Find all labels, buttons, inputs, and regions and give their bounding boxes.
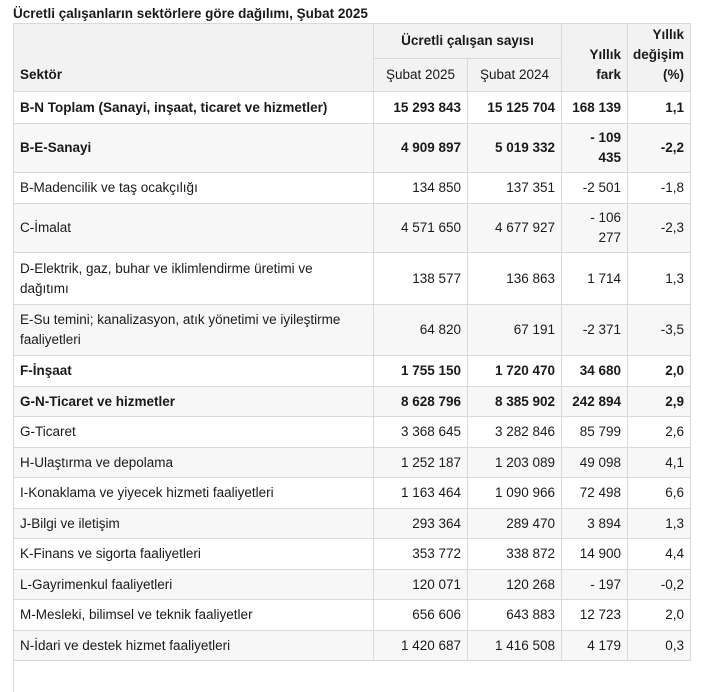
table-cell-yillik-degisim: 2,9 <box>628 387 691 417</box>
table-cell-yillik-degisim: 2,6 <box>628 417 691 448</box>
header-yillik-degisim <box>628 24 691 92</box>
fark-line1: - 106 <box>590 210 621 225</box>
table-cell-subat-2024: 120 268 <box>468 570 562 600</box>
table-cell-yillik-degisim: 0,3 <box>628 631 691 661</box>
table-cell-sektor: B-E-Sanayi <box>14 124 374 173</box>
table-cell-yillik-degisim: 4,4 <box>628 539 691 570</box>
table-cell-yillik-fark <box>562 204 628 253</box>
table-cell-subat-2024: 8 385 902 <box>468 387 562 417</box>
table-cell-subat-2024: 15 125 704 <box>468 92 562 124</box>
header-sektor: Sektör <box>14 24 374 92</box>
table-cell-yillik-fark: 3 894 <box>562 509 628 539</box>
table-cell-yillik-degisim: -3,5 <box>628 305 691 356</box>
table-cell-subat-2025: 138 577 <box>374 253 468 305</box>
table-cell-yillik-fark: 4 179 <box>562 631 628 661</box>
table-cell-subat-2025: 1 420 687 <box>374 631 468 661</box>
sektor-line2: faaliyetleri <box>20 332 81 347</box>
table-cell-subat-2024: 643 883 <box>468 600 562 631</box>
table-cell-yillik-fark: 14 900 <box>562 539 628 570</box>
table-cell-subat-2024: 1 203 089 <box>468 448 562 478</box>
table-cell-sektor: H-Ulaştırma ve depolama <box>14 448 374 478</box>
table-cell-subat-2024: 137 351 <box>468 173 562 204</box>
header-yillik-fark-line2: fark <box>596 67 621 82</box>
table-cell-yillik-fark: 12 723 <box>562 600 628 631</box>
table-cell-subat-2025: 15 293 843 <box>374 92 468 124</box>
table-title: Ücretli çalışanların sektörlere göre dağılımı, Şubat 2025 <box>13 6 368 21</box>
table-cell-yillik-degisim: -1,8 <box>628 173 691 204</box>
fark-line2: 435 <box>598 150 621 165</box>
table-cell-yillik-fark: 34 680 <box>562 356 628 387</box>
table-cell-subat-2024: 338 872 <box>468 539 562 570</box>
fark-line2: 277 <box>598 230 621 245</box>
header-subat-2024: Şubat 2024 <box>468 59 562 92</box>
table-cell-yillik-degisim: -0,2 <box>628 570 691 600</box>
table-cell-yillik-fark: -2 501 <box>562 173 628 204</box>
table-cell-subat-2025: 64 820 <box>374 305 468 356</box>
table-cell-sektor: F-İnşaat <box>14 356 374 387</box>
table-cell-yillik-degisim: -2,3 <box>628 204 691 253</box>
table-cell-sektor: G-Ticaret <box>14 417 374 448</box>
header-yillik-fark <box>562 24 628 92</box>
header-degisim-line1: Yıllık <box>652 27 684 42</box>
table-cell-sektor: B-N Toplam (Sanayi, inşaat, ticaret ve hizmetler) <box>14 92 374 124</box>
sektor-line2: dağıtımı <box>20 280 69 296</box>
header-ucretli-calisan-sayisi: Ücretli çalışan sayısı <box>374 24 562 59</box>
table-cell-subat-2024: 5 019 332 <box>468 124 562 173</box>
table-cell-yillik-fark: 85 799 <box>562 417 628 448</box>
table-cell-sektor: N-İdari ve destek hizmet faaliyetleri <box>14 631 374 661</box>
table-cell-subat-2025: 134 850 <box>374 173 468 204</box>
fark-line1: - 109 <box>590 130 621 145</box>
header-degisim-line2: değişim <box>632 47 684 62</box>
table-cell-subat-2025: 3 368 645 <box>374 417 468 448</box>
sektor-line1: D-Elektrik, gaz, buhar ve iklimlendirme üretimi ve <box>20 260 313 276</box>
table-cell-subat-2024: 136 863 <box>468 253 562 305</box>
table-cell-sektor: L-Gayrimenkul faaliyetleri <box>14 570 374 600</box>
table-cell-subat-2025: 1 252 187 <box>374 448 468 478</box>
table-cell-subat-2024: 1 720 470 <box>468 356 562 387</box>
table-cell-yillik-fark <box>562 124 628 173</box>
table-cell-sektor: B-Madencilik ve taş ocakçılığı <box>14 173 374 204</box>
table-cell-sektor: C-İmalat <box>14 204 374 253</box>
table-cell-sektor: K-Finans ve sigorta faaliyetleri <box>14 539 374 570</box>
table-cell-yillik-degisim: 2,0 <box>628 600 691 631</box>
table-cell-yillik-degisim: 1,1 <box>628 92 691 124</box>
header-degisim-line3: (%) <box>663 67 684 82</box>
table-cell-subat-2025: 1 755 150 <box>374 356 468 387</box>
table-cell-sektor <box>14 253 374 305</box>
table-cell-yillik-fark: - 197 <box>562 570 628 600</box>
header-subat-2025: Şubat 2025 <box>374 59 468 92</box>
table-cell-yillik-fark: 1 714 <box>562 253 628 305</box>
table-cell-yillik-degisim: -2,2 <box>628 124 691 173</box>
table-cell-subat-2025: 1 163 464 <box>374 478 468 509</box>
table-cell-yillik-degisim: 2,0 <box>628 356 691 387</box>
table-cell-sektor: M-Mesleki, bilimsel ve teknik faaliyetler <box>14 600 374 631</box>
table-cell-subat-2024: 3 282 846 <box>468 417 562 448</box>
header-yillik-fark-line1: Yıllık <box>589 47 621 62</box>
sector-table <box>13 23 691 692</box>
table-cell-subat-2024: 67 191 <box>468 305 562 356</box>
table-cell-subat-2025: 293 364 <box>374 509 468 539</box>
table-cell-subat-2024: 4 677 927 <box>468 204 562 253</box>
table-cell-subat-2025: 656 606 <box>374 600 468 631</box>
table-cell-subat-2025: 120 071 <box>374 570 468 600</box>
table-cell-sektor: G-N-Ticaret ve hizmetler <box>14 387 374 417</box>
table-cell-yillik-degisim: 1,3 <box>628 253 691 305</box>
table-cell-subat-2024: 1 416 508 <box>468 631 562 661</box>
table-cell-yillik-fark: 242 894 <box>562 387 628 417</box>
sektor-line1: E-Su temini; kanalizasyon, atık yönetimi ve iyileştirme <box>20 312 341 327</box>
table-cell-sektor: I-Konaklama ve yiyecek hizmeti faaliyetleri <box>14 478 374 509</box>
table-cell-subat-2025: 4 909 897 <box>374 124 468 173</box>
table-cell-subat-2024: 1 090 966 <box>468 478 562 509</box>
table-cell-sektor <box>14 305 374 356</box>
table-cell-yillik-fark: 72 498 <box>562 478 628 509</box>
table-cell-subat-2025: 8 628 796 <box>374 387 468 417</box>
table-cell-subat-2025: 4 571 650 <box>374 204 468 253</box>
table-cell-yillik-fark: 168 139 <box>562 92 628 124</box>
table-cell-subat-2025: 353 772 <box>374 539 468 570</box>
table-cell-yillik-degisim: 1,3 <box>628 509 691 539</box>
table-cell-yillik-degisim: 6,6 <box>628 478 691 509</box>
table-cell-yillik-fark: -2 371 <box>562 305 628 356</box>
table-cell-yillik-fark: 49 098 <box>562 448 628 478</box>
table-cell-sektor: J-Bilgi ve iletişim <box>14 509 374 539</box>
table-cell-subat-2024: 289 470 <box>468 509 562 539</box>
table-cell-yillik-degisim: 4,1 <box>628 448 691 478</box>
